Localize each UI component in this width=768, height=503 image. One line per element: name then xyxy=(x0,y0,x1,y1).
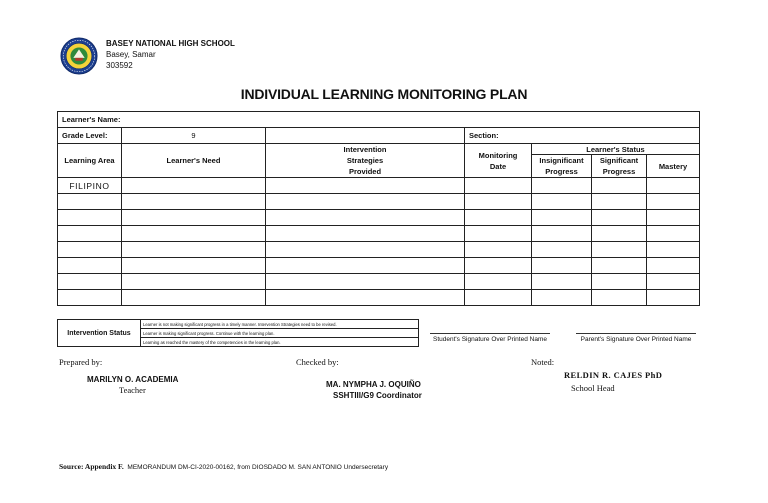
source-text: MEMORANDUM DM-CI-2020-00162, from DIOSDADO M. SAN ANTONIO Undersecretary xyxy=(123,464,389,471)
table-cell[interactable] xyxy=(592,242,647,258)
header-learning-area: Learning Area xyxy=(58,144,122,178)
table-cell[interactable] xyxy=(532,258,592,274)
table-cell[interactable] xyxy=(592,274,647,290)
learning-area-cell[interactable] xyxy=(58,226,122,242)
table-cell[interactable] xyxy=(532,226,592,242)
table-cell[interactable] xyxy=(592,210,647,226)
table-row xyxy=(58,290,700,306)
prepared-by-name: MARILYN O. ACADEMIA xyxy=(87,375,179,384)
document-title: INDIVIDUAL LEARNING MONITORING PLAN xyxy=(240,86,528,102)
header-intervention-cell xyxy=(266,144,465,178)
learning-area-cell[interactable] xyxy=(58,290,122,306)
table-cell[interactable] xyxy=(647,258,700,274)
table-cell[interactable] xyxy=(532,242,592,258)
source-note xyxy=(59,462,388,471)
table-row xyxy=(58,178,700,194)
school-header xyxy=(106,38,235,71)
table-cell[interactable] xyxy=(122,274,266,290)
table-cell[interactable] xyxy=(592,258,647,274)
header-monitoring-cell xyxy=(465,144,532,178)
table-cell[interactable] xyxy=(647,226,700,242)
table-cell[interactable] xyxy=(266,226,465,242)
grade-level-value[interactable]: 9 xyxy=(122,128,266,144)
header-mastery: Mastery xyxy=(647,155,700,178)
checked-by-role: SSHTIII/G9 Coordinator xyxy=(333,391,422,400)
source-lead: Source: Appendix F. xyxy=(59,462,124,471)
table-row xyxy=(58,194,700,210)
grade-level-label: Grade Level: xyxy=(58,128,122,144)
table-cell[interactable] xyxy=(465,226,532,242)
table-cell[interactable] xyxy=(266,258,465,274)
table-cell[interactable] xyxy=(532,290,592,306)
table-cell[interactable] xyxy=(266,274,465,290)
table-cell[interactable] xyxy=(532,178,592,194)
learning-area-cell[interactable] xyxy=(58,194,122,210)
noted-role: School Head xyxy=(571,383,615,393)
school-seal-logo xyxy=(60,37,98,75)
table-cell[interactable] xyxy=(465,290,532,306)
table-cell[interactable] xyxy=(122,194,266,210)
table-cell[interactable] xyxy=(122,210,266,226)
table-cell[interactable] xyxy=(592,290,647,306)
table-cell[interactable] xyxy=(122,178,266,194)
table-cell[interactable] xyxy=(592,226,647,242)
noted-name: RELDIN R. CAJES PhD xyxy=(564,370,663,380)
table-row xyxy=(58,258,700,274)
intervention-status-label: Intervention Status xyxy=(58,320,141,347)
prepared-by-role: Teacher xyxy=(119,385,146,395)
status-line-1: Learner is not making significant progress in a timely manner. Intervention Strategies need to be revised. xyxy=(141,320,419,329)
header-significant: Significant Progress xyxy=(599,156,639,176)
student-signature-line: Student's Signature Over Printed Name xyxy=(430,333,550,343)
learning-area-cell[interactable]: FILIPINO xyxy=(58,178,122,194)
checked-by-name: MA. NYMPHA J. OQUIÑO xyxy=(326,380,421,389)
table-cell[interactable] xyxy=(465,194,532,210)
table-cell[interactable] xyxy=(647,290,700,306)
table-cell[interactable] xyxy=(532,194,592,210)
table-cell[interactable] xyxy=(532,274,592,290)
table-cell[interactable] xyxy=(465,242,532,258)
school-id: 303592 xyxy=(106,61,133,70)
table-cell[interactable] xyxy=(592,178,647,194)
status-line-2: Learner is making significant progress. Continue with the learning plan. xyxy=(141,329,419,338)
school-name: BASEY NATIONAL HIGH SCHOOL xyxy=(106,39,235,48)
table-cell[interactable] xyxy=(647,274,700,290)
table-cell[interactable] xyxy=(592,194,647,210)
status-line-3: Learning as reached the mastery of the competencies in the learning plan. xyxy=(141,338,419,347)
table-cell[interactable] xyxy=(532,210,592,226)
header-monitoring-date: Monitoring Date xyxy=(478,150,518,171)
table-cell[interactable] xyxy=(465,258,532,274)
intervention-status-table xyxy=(57,319,419,347)
table-cell[interactable] xyxy=(465,274,532,290)
table-cell[interactable] xyxy=(647,242,700,258)
table-cell[interactable] xyxy=(266,290,465,306)
learning-area-cell[interactable] xyxy=(58,274,122,290)
header-intervention: Intervention Strategies Provided xyxy=(343,145,387,176)
table-cell[interactable] xyxy=(266,242,465,258)
table-row xyxy=(58,274,700,290)
section-label: Section: xyxy=(469,131,499,140)
table-row xyxy=(58,210,700,226)
grade-level-spacer xyxy=(266,128,465,144)
learner-name-label: Learner's Name: xyxy=(62,115,121,124)
table-cell[interactable] xyxy=(122,242,266,258)
header-learners-status: Learner's Status xyxy=(532,144,700,155)
noted-label: Noted: xyxy=(531,357,555,367)
table-cell[interactable] xyxy=(122,226,266,242)
table-cell[interactable] xyxy=(122,258,266,274)
header-insignificant-cell xyxy=(532,155,592,178)
table-cell[interactable] xyxy=(647,210,700,226)
table-cell[interactable] xyxy=(266,178,465,194)
learner-name-cell[interactable] xyxy=(58,112,700,128)
checked-by-label: Checked by: xyxy=(296,357,339,367)
table-cell[interactable] xyxy=(122,290,266,306)
table-row xyxy=(58,242,700,258)
section-cell[interactable] xyxy=(465,128,700,144)
table-cell[interactable] xyxy=(465,210,532,226)
table-cell[interactable] xyxy=(266,194,465,210)
header-significant-cell xyxy=(592,155,647,178)
learning-area-cell[interactable] xyxy=(58,242,122,258)
school-location: Basey, Samar xyxy=(106,50,156,59)
learning-area-cell[interactable] xyxy=(58,210,122,226)
learning-area-cell[interactable] xyxy=(58,258,122,274)
table-row xyxy=(58,226,700,242)
table-cell[interactable] xyxy=(465,178,532,194)
parent-signature-line: Parent's Signature Over Printed Name xyxy=(576,333,696,343)
header-learners-need: Learner's Need xyxy=(122,144,266,178)
table-cell[interactable] xyxy=(647,178,700,194)
table-cell[interactable] xyxy=(266,210,465,226)
table-cell[interactable] xyxy=(647,194,700,210)
header-insignificant: Insignificant Progress xyxy=(539,156,584,176)
prepared-by-label: Prepared by: xyxy=(59,357,103,367)
monitoring-table xyxy=(57,111,700,306)
